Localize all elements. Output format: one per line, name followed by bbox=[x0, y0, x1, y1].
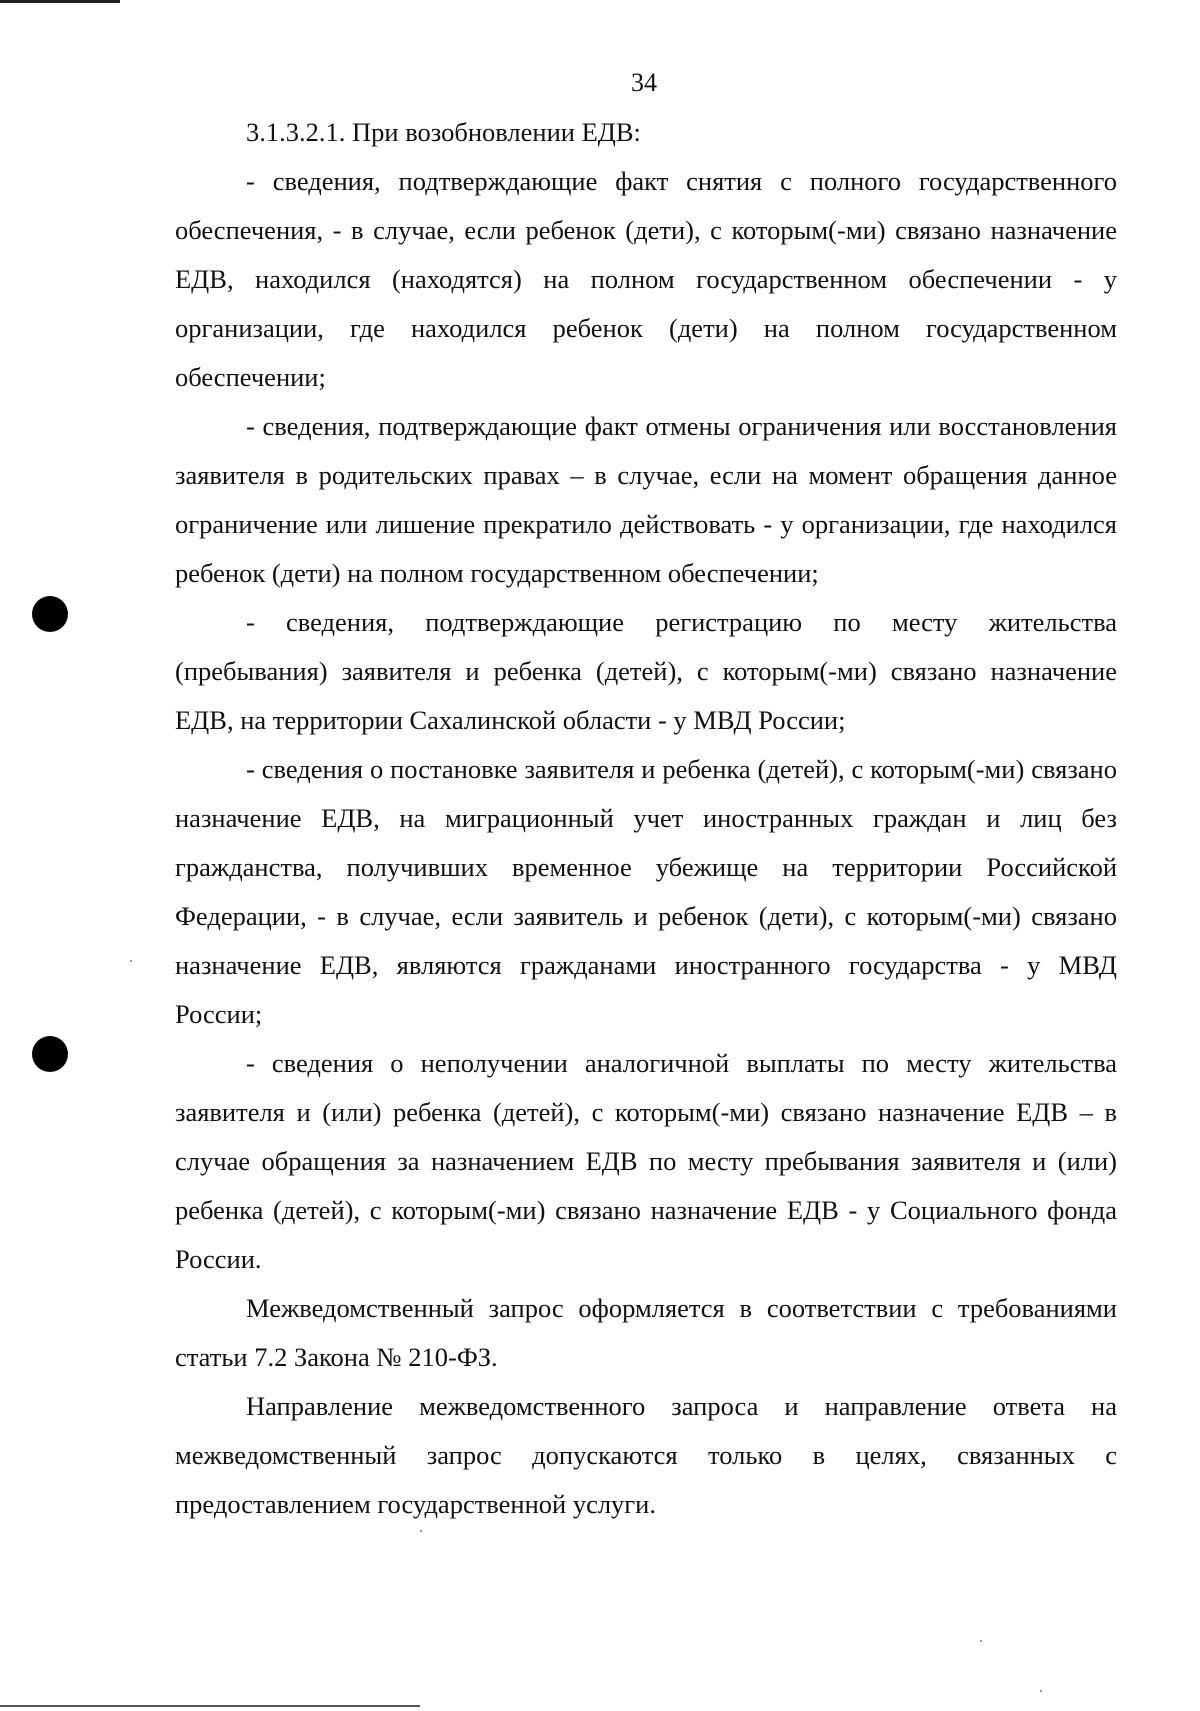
paragraph: Межведомственный запрос оформляется в соответствии с требованиями статьи 7.2 Закона № 210-ФЗ. bbox=[175, 1293, 1117, 1372]
scan-speck bbox=[130, 960, 132, 962]
paragraph: - сведения о постановке заявителя и ребенка (детей), с которым(-ми) связано назначение ЕДВ, на миграционный учет иностранных граждан и лиц без гражданства, получивших временное убежище на территории Российской Федерации, - в случае, если заявитель и ребенок (дети), с которым(-ми) связано назначение ЕДВ, являются гражданами иностранного государства - у МВД России; bbox=[175, 754, 1117, 1029]
scan-speck bbox=[1040, 1690, 1042, 1692]
punch-hole bbox=[32, 596, 68, 632]
paragraph: - сведения, подтверждающие регистрацию по месту жительства (пребывания) заявителя и ребенка (детей), с которым(-ми) связано назначение ЕДВ, на территории Сахалинской области - у МВД России; bbox=[175, 607, 1117, 735]
punch-hole bbox=[32, 1036, 68, 1072]
scan-speck bbox=[980, 1640, 982, 1642]
scan-edge-bottom bbox=[0, 1705, 420, 1707]
section-heading: 3.1.3.2.1. При возобновлении ЕДВ: bbox=[246, 117, 641, 147]
scan-edge-top bbox=[0, 0, 120, 3]
paragraph: - сведения, подтверждающие факт снятия с полного государственного обеспечения, - в случае, если ребенок (дети), с которым(-ми) связано назначение ЕДВ, находился (находятся) на полном государственном обеспечении - у организации, где находился ребенок (дети) на полном государственном обеспечении; bbox=[175, 166, 1117, 392]
paragraph: - сведения, подтверждающие факт отмены ограничения или восстановления заявителя в родительских правах – в случае, если на момент обращения данное ограничение или лишение прекратило действовать - у организации, где находился ребенок (дети) на полном государственном обеспечении; bbox=[175, 411, 1117, 588]
scan-speck bbox=[420, 1530, 422, 1532]
paragraph: Направление межведомственного запроса и направление ответа на межведомственный запрос допускаются только в целях, связанных с предоставлением государственной услуги. bbox=[175, 1391, 1117, 1519]
paragraph: - сведения о неполучении аналогичной выплаты по месту жительства заявителя и (или) ребенка (детей), с которым(-ми) связано назначение ЕДВ – в случае обращения за назначением ЕДВ по месту пребывания заявителя и (или) ребенка (детей), с которым(-ми) связано назначение ЕДВ - у Социального фонда России. bbox=[175, 1048, 1117, 1274]
page-number: 34 bbox=[631, 68, 657, 97]
document-body bbox=[175, 108, 1117, 1529]
